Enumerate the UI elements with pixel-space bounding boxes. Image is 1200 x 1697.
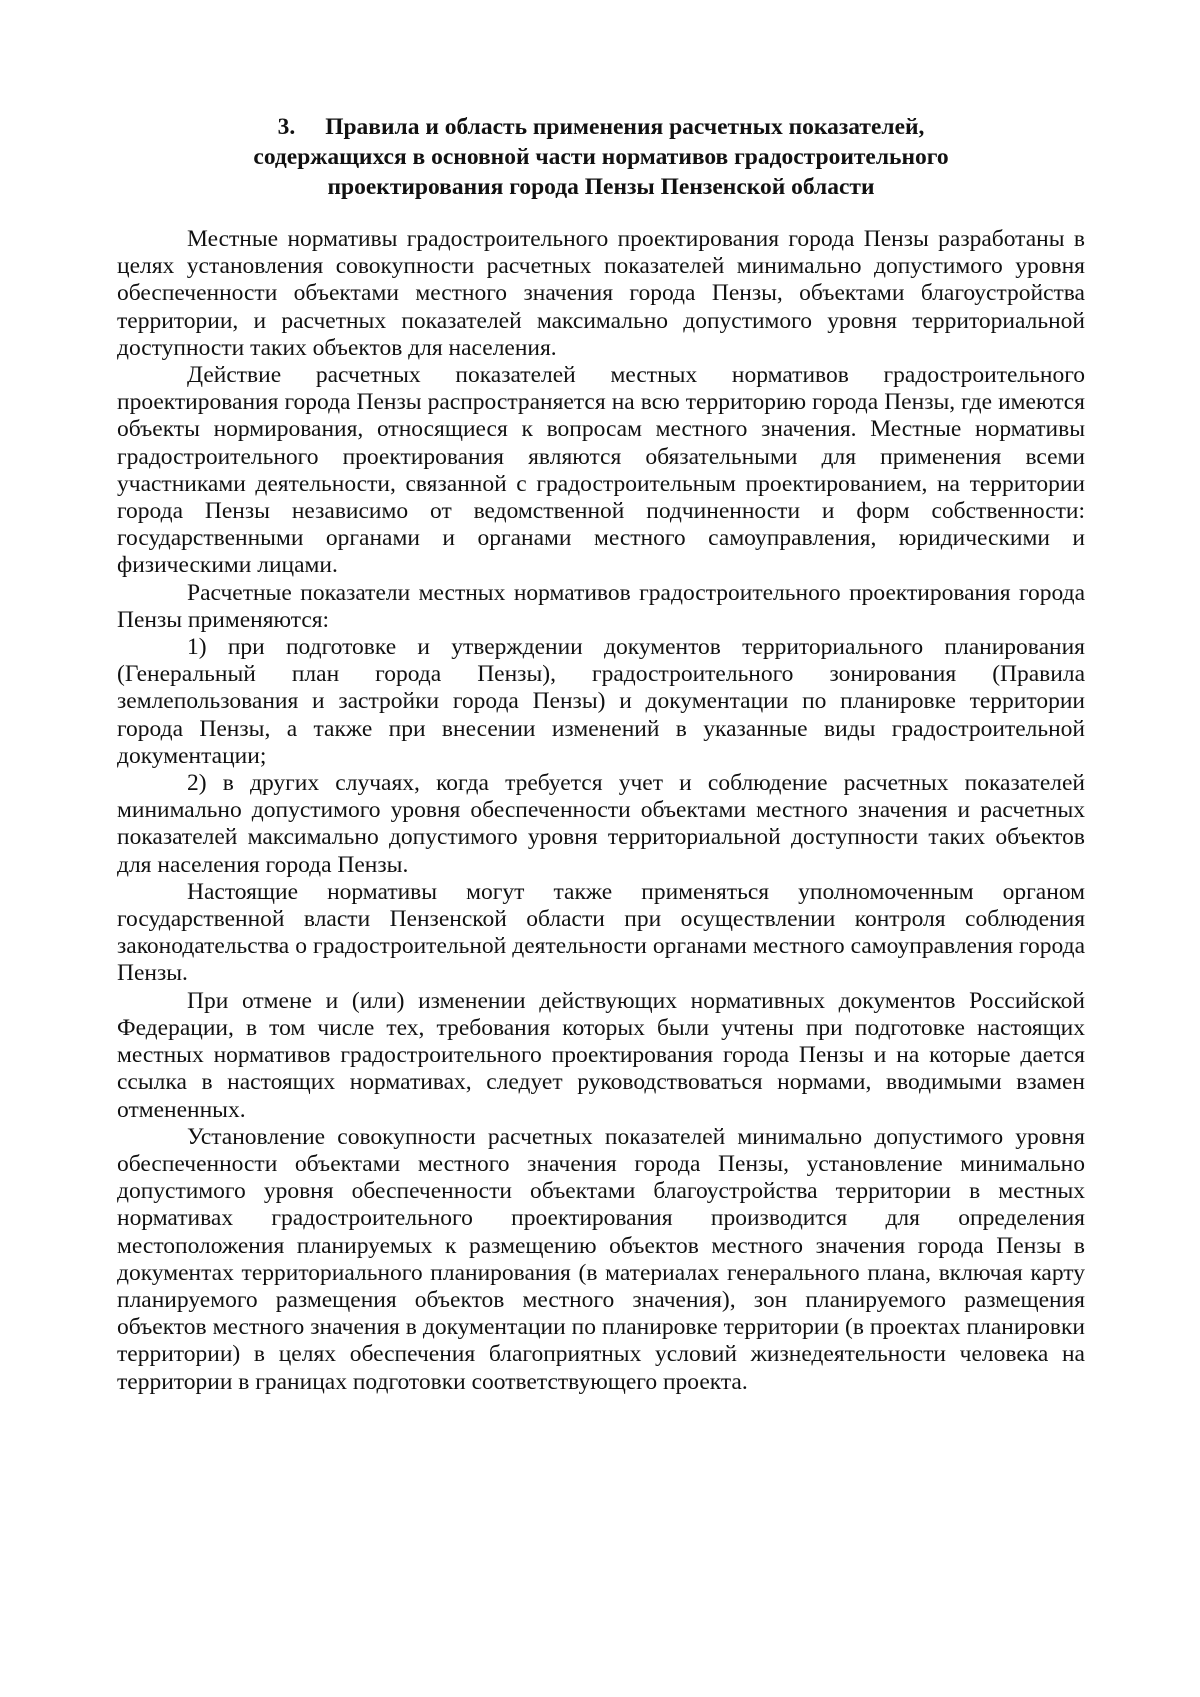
list-item-1: 1) при подготовке и утверждении документов территориального планирования (Генеральный план города Пензы), градостроительного зонирования (Правила землепользования и застройки города Пензы) и документации по планировке территории города Пензы, а также при внесении изменений в указанные виды градостроительной документации; — [117, 634, 1085, 769]
heading-line-1 — [117, 112, 1085, 142]
document-page — [117, 112, 1085, 1396]
paragraph-application-intro: Расчетные показатели местных нормативов градостроительного проектирования города Пензы применяются: — [117, 579, 1085, 633]
heading-text-1: Правила и область применения расчетных показателей, — [325, 114, 925, 140]
heading-line-3: проектирования города Пензы Пензенской области — [327, 174, 875, 200]
section-heading — [117, 112, 1085, 202]
paragraph-control: Настоящие нормативы могут также применяться уполномоченным органом государственной власти Пензенской области при осуществлении контроля соблюдения законодательства о градостроительной деятельности органами местного самоуправления города Пензы. — [117, 878, 1085, 987]
paragraph-purpose: Местные нормативы градостроительного проектирования города Пензы разработаны в целях установления совокупности расчетных показателей минимально допустимого уровня обеспеченности объектами местного значения города Пензы, объектами благоустройства территории, и расчетных показателей максимально допустимого уровня территориальной доступности таких объектов для населения. — [117, 226, 1085, 361]
paragraph-scope: Действие расчетных показателей местных нормативов градостроительного проектирования города Пензы распространяется на всю территорию города Пензы, где имеются объекты нормирования, относящиеся к вопросам местного значения. Местные нормативы градостроительного проектирования являются обязательными для применения всеми участниками деятельности, связанной с градостроительным проектированием, на территории города Пензы независимо от ведомственной подчиненности и форм собственности: государственными органами и органами местного самоуправления, юридическими и физическими лицами. — [117, 362, 1085, 579]
paragraph-establishment: Установление совокупности расчетных показателей минимально допустимого уровня обеспеченности объектами местного значения города Пензы, установление минимально допустимого уровня обеспеченности объектами благоустройства территории в местных нормативах градостроительного проектирования производится для определения местоположения планируемых к размещению объектов местного значения города Пензы в документах территориального планирования (в материалах генерального плана, включая карту планируемого размещения объектов местного значения), зон планируемого размещения объектов местного значения в документации по планировке территории (в проектах планировки территории) в целях обеспечения благоприятных условий жизнедеятельности человека на территории в границах подготовки соответствующего проекта. — [117, 1123, 1085, 1395]
list-item-2: 2) в других случаях, когда требуется учет и соблюдение расчетных показателей минимально допустимого уровня обеспеченности объектами местного значения и расчетных показателей максимально допустимого уровня территориальной доступности таких объектов для населения города Пензы. — [117, 770, 1085, 878]
paragraph-replacement: При отмене и (или) изменении действующих нормативных документов Российской Федерации, в том числе тех, требования которых были учтены при подготовке настоящих местных нормативов градостроительного проектирования города Пензы и на которые дается ссылка в настоящих нормативах, следует руководствоваться нормами, вводимыми взамен отмененных. — [117, 987, 1085, 1123]
heading-line-2: содержащихся в основной части нормативов градостроительного — [253, 144, 949, 170]
section-number: 3. — [277, 114, 296, 140]
